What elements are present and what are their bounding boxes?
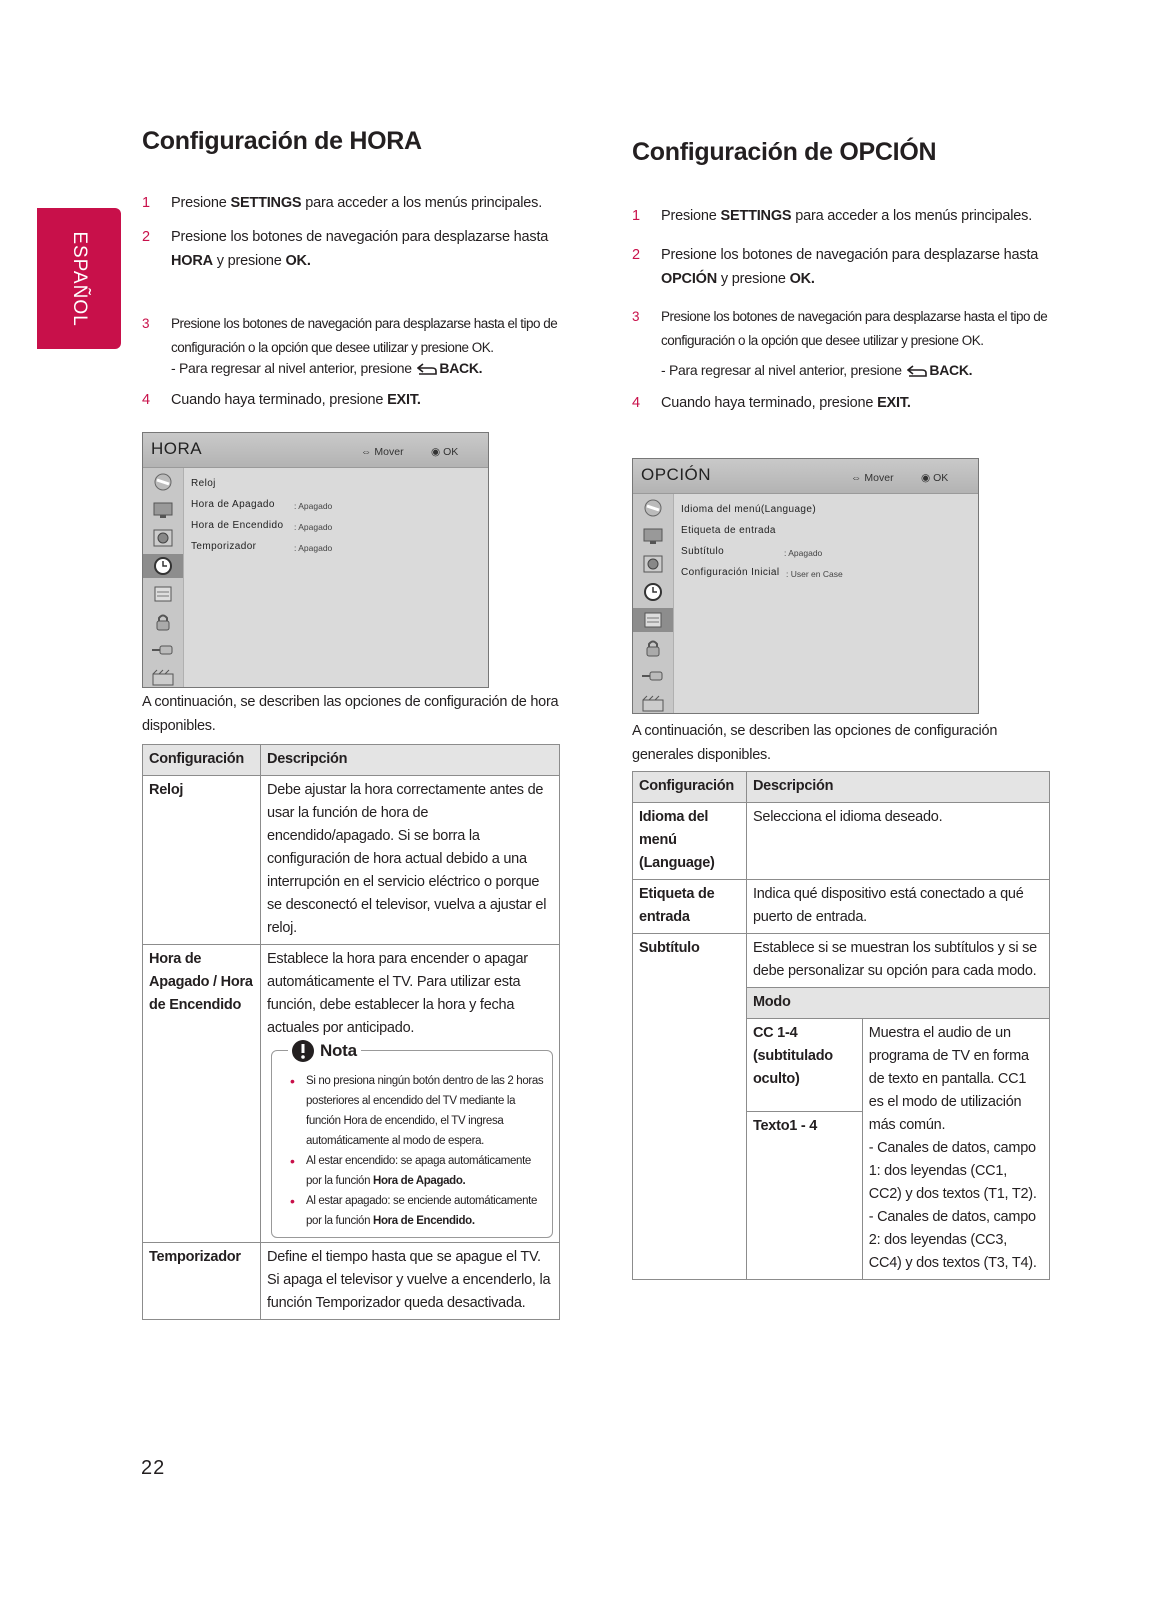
menu-item-config-inicial[interactable]: Configuración Inicial — [681, 567, 780, 578]
mode-key: CC 1-4 (subtitulado oculto) — [746, 1019, 862, 1112]
warning-icon — [292, 1040, 314, 1062]
row-key: Subtítulo — [633, 934, 747, 1280]
move-icon: ⇔ — [851, 472, 862, 484]
row-desc: Define el tiempo hasta que se apague el TV. Si apaga el televisor y vuelve a encenderlo, la función Temporizador queda desactivada. — [261, 1243, 560, 1320]
row-desc: Establece si se muestran los subtítulos y si se debe personalizar su opción para cada modo. — [746, 934, 1049, 988]
hora-intro: A continuación, se describen las opciones de configuración de hora disponibles. — [142, 694, 559, 734]
mode-header: Modo — [746, 988, 1049, 1019]
row-key: Reloj — [143, 776, 261, 945]
back-icon — [417, 363, 437, 375]
menu-icon-bar — [633, 494, 674, 713]
speaker-icon[interactable] — [637, 552, 669, 576]
menu-item-subtitulo[interactable]: Subtítulo — [681, 546, 725, 557]
menu-item-value: : Apagado — [294, 522, 333, 532]
option-icon[interactable] — [633, 608, 673, 632]
hora-table — [142, 744, 560, 1320]
table-header: Descripción — [746, 772, 1049, 803]
back-icon — [907, 365, 927, 377]
menu-item-value: : Apagado — [294, 543, 333, 553]
ok-icon: ◉ — [921, 472, 931, 484]
table-row — [633, 934, 1050, 988]
opcion-substep-back: - Para regresar al nivel anterior, presione BACK. — [661, 362, 973, 378]
row-desc: Debe ajustar la hora correctamente antes de usar la función de hora de encendido/apagado. Si se borra la configuración de hora actual debido a una interrupción en el servicio eléctrico o porque se desconectó el televisor, vuelva a ajustar el reloj. — [261, 776, 560, 945]
input-icon[interactable] — [147, 638, 179, 662]
table-row — [143, 1243, 560, 1320]
note-bullet: • Al estar encendido: se apaga automáticamente por la función Hora de Apagado. — [290, 1151, 546, 1191]
opcion-table — [632, 771, 1050, 1280]
input-icon[interactable] — [637, 664, 669, 688]
row-key: Hora de Apagado / Hora de Encendido — [143, 945, 261, 1243]
ok-icon: ◉ — [431, 446, 441, 458]
opcion-menu-title: OPCIÓN — [641, 465, 712, 484]
menu-item-hora-apagado[interactable]: Hora de Apagado — [191, 499, 275, 510]
row-key: Etiqueta de entrada — [633, 880, 747, 934]
table-row — [143, 776, 560, 945]
table-header-row — [633, 772, 1050, 803]
screen-icon[interactable] — [637, 524, 669, 548]
language-tab-label: ESPAÑOL — [69, 230, 90, 327]
menu-nav-ok: OK — [443, 446, 459, 458]
clock-icon[interactable] — [143, 554, 183, 578]
clock-icon[interactable] — [637, 580, 669, 604]
picture-icon[interactable] — [637, 496, 669, 520]
menu-nav-move: Mover — [864, 472, 894, 484]
menu-item-etiqueta[interactable]: Etiqueta de entrada — [681, 525, 776, 536]
note-bullet: • Si no presiona ningún botón dentro de las 2 horas posteriores al encendido del TV mediante la función Hora de encendido, el TV ingresa automáticamente al modo de espera. — [290, 1071, 546, 1151]
media-icon[interactable] — [147, 666, 179, 690]
row-desc: Selecciona el idioma deseado. — [746, 803, 1049, 880]
language-tab — [37, 208, 121, 349]
opcion-title: Configuración de OPCIÓN — [632, 138, 937, 166]
hora-title: Configuración de HORA — [142, 127, 422, 155]
hora-substep-back: - Para regresar al nivel anterior, presione BACK. — [171, 360, 483, 376]
speaker-icon[interactable] — [147, 526, 179, 550]
menu-item-idioma[interactable]: Idioma del menú(Language) — [681, 504, 817, 515]
table-header: Configuración — [143, 745, 261, 776]
lock-icon[interactable] — [637, 636, 669, 660]
menu-item-temporizador[interactable]: Temporizador — [191, 541, 257, 552]
row-key: Idioma del menú (Language) — [633, 803, 747, 880]
table-row — [633, 880, 1050, 934]
opcion-intro: A continuación, se describen las opciones de configuración generales disponibles. — [632, 723, 998, 763]
table-header: Configuración — [633, 772, 747, 803]
media-icon[interactable] — [637, 692, 669, 716]
menu-nav-ok: OK — [933, 472, 949, 484]
option-icon[interactable] — [147, 582, 179, 606]
mode-desc: Muestra el audio de un programa de TV en forma de texto en pantalla. CC1 es el modo de utilización más común. - Canales de datos, campo 1: dos leyendas (CC1, CC2) y dos textos (T1, T2). - Canales de datos, campo 2: dos leyendas (CC3, CC4) y dos textos (T3, T4). — [862, 1019, 1049, 1280]
menu-item-value: : User en Case — [786, 569, 843, 579]
hora-menu-screen — [142, 432, 489, 688]
mode-key: Texto1 - 4 — [746, 1112, 862, 1280]
note-bullet: • Al estar apagado: se enciende automáticamente por la función Hora de Encendido. — [290, 1191, 546, 1231]
menu-item-value: : Apagado — [294, 501, 333, 511]
menu-item-hora-encendido[interactable]: Hora de Encendido — [191, 520, 284, 531]
row-desc: Indica qué dispositivo está conectado a qué puerto de entrada. — [746, 880, 1049, 934]
menu-item-reloj[interactable]: Reloj — [191, 478, 216, 489]
row-desc: Establece la hora para encender o apagar automáticamente el TV. Para utilizar esta función, debe establecer la hora y fecha actuales por anticipado. Nota • Si no presiona ningún botón dentro de las 2 horas posteriores al encendido del TV mediante la función Hora de encendido, el TV ingresa automáticamente al modo de espera. • Al estar encendido: se apaga automáticamente por la función Hora de Apagado. • Al estar apagado: se enciende automáticamente por la función Hora de Encendido. — [261, 945, 560, 1243]
picture-icon[interactable] — [147, 470, 179, 494]
note-title: Nota — [320, 1041, 357, 1060]
move-icon: ⇔ — [361, 446, 372, 458]
screen-icon[interactable] — [147, 498, 179, 522]
menu-nav-move: Mover — [374, 446, 404, 458]
table-header: Descripción — [261, 745, 560, 776]
menu-icon-bar — [143, 468, 184, 687]
lock-icon[interactable] — [147, 610, 179, 634]
row-key: Temporizador — [143, 1243, 261, 1320]
table-row — [633, 803, 1050, 880]
menu-item-value: : Apagado — [784, 548, 823, 558]
table-header-row — [143, 745, 560, 776]
note-box — [271, 1041, 553, 1238]
opcion-menu-screen — [632, 458, 979, 714]
page-number: 22 — [141, 1457, 166, 1479]
hora-menu-title: HORA — [151, 439, 203, 458]
table-row — [143, 945, 560, 1243]
